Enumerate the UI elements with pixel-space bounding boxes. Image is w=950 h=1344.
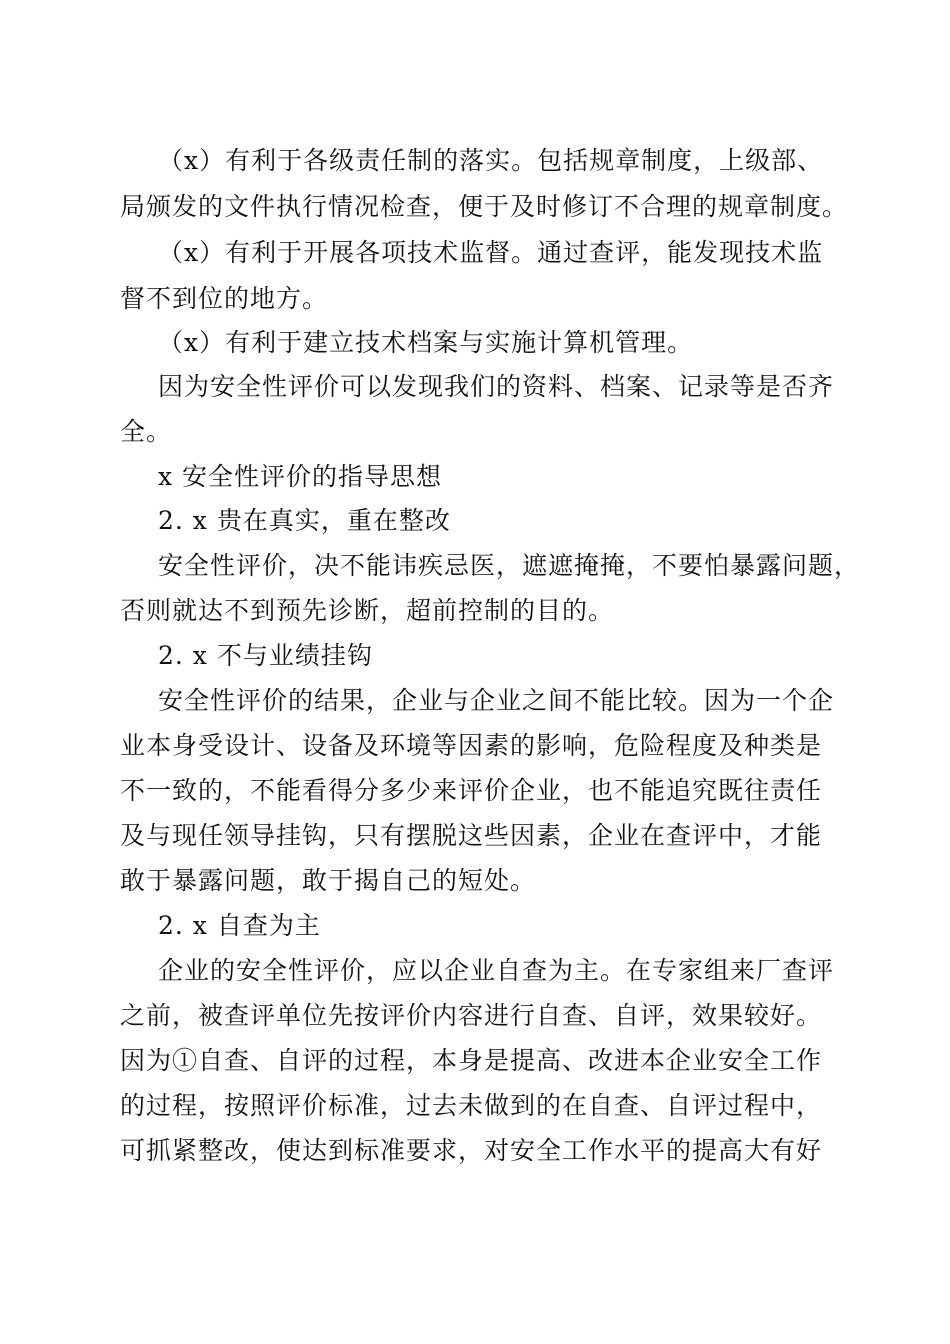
subsection-heading: 2. x 贵在真实，重在整改 [158, 506, 451, 535]
paragraph-line: （x）有利于建立技术档案与实施计算机管理。 [158, 328, 694, 357]
paragraph-line: 的过程，按照评价标准，过去未做到的在自查、自评过程中， [120, 1091, 823, 1120]
paragraph-line: 及与现任领导挂钩，只有摆脱这些因素，企业在查评中，才能 [120, 821, 823, 850]
paragraph-line: 因为安全性评价可以发现我们的资料、档案、记录等是否齐 [158, 372, 835, 401]
paragraph-line: 局颁发的文件执行情况检查，便于及时修订不合理的规章制度。 [120, 192, 849, 221]
paragraph-line: 否则就达不到预先诊断，超前控制的目的。 [120, 596, 615, 625]
paragraph-line: （x）有利于各级责任制的落实。包括规章制度，上级部、 [158, 146, 824, 175]
paragraph-line: 可抓紧整改，使达到标准要求，对安全工作水平的提高大有好 [120, 1136, 823, 1165]
paragraph-line: 全。 [120, 417, 173, 446]
section-heading: x 安全性评价的指导思想 [158, 462, 443, 491]
subsection-heading: 2. x 自查为主 [158, 911, 321, 940]
paragraph-line: 因为①自查、自评的过程，本身是提高、改进本企业安全工作 [120, 1046, 823, 1075]
paragraph-line: 之前，被查评单位先按评价内容进行自查、自评，效果较好。 [120, 1001, 823, 1030]
subsection-heading: 2. x 不与业绩挂钩 [158, 641, 373, 670]
paragraph-line: 安全性评价的结果，企业与企业之间不能比较。因为一个企 [158, 686, 835, 715]
paragraph-line: 不一致的，不能看得分多少来评价企业，也不能追究既往责任 [120, 776, 823, 805]
paragraph-line: 敢于暴露问题，敢于揭自己的短处。 [120, 866, 537, 895]
paragraph-line: 企业的安全性评价，应以企业自查为主。在专家组来厂查评 [158, 956, 835, 985]
paragraph-line: （x）有利于开展各项技术监督。通过查评，能发现技术监 [158, 238, 824, 267]
paragraph-line: 业本身受设计、设备及环境等因素的影响，危险程度及种类是 [120, 731, 823, 760]
paragraph-line: 督不到位的地方。 [120, 284, 329, 313]
paragraph-line: 安全性评价，决不能讳疾忌医，遮遮掩掩，不要怕暴露问题， [158, 551, 861, 580]
